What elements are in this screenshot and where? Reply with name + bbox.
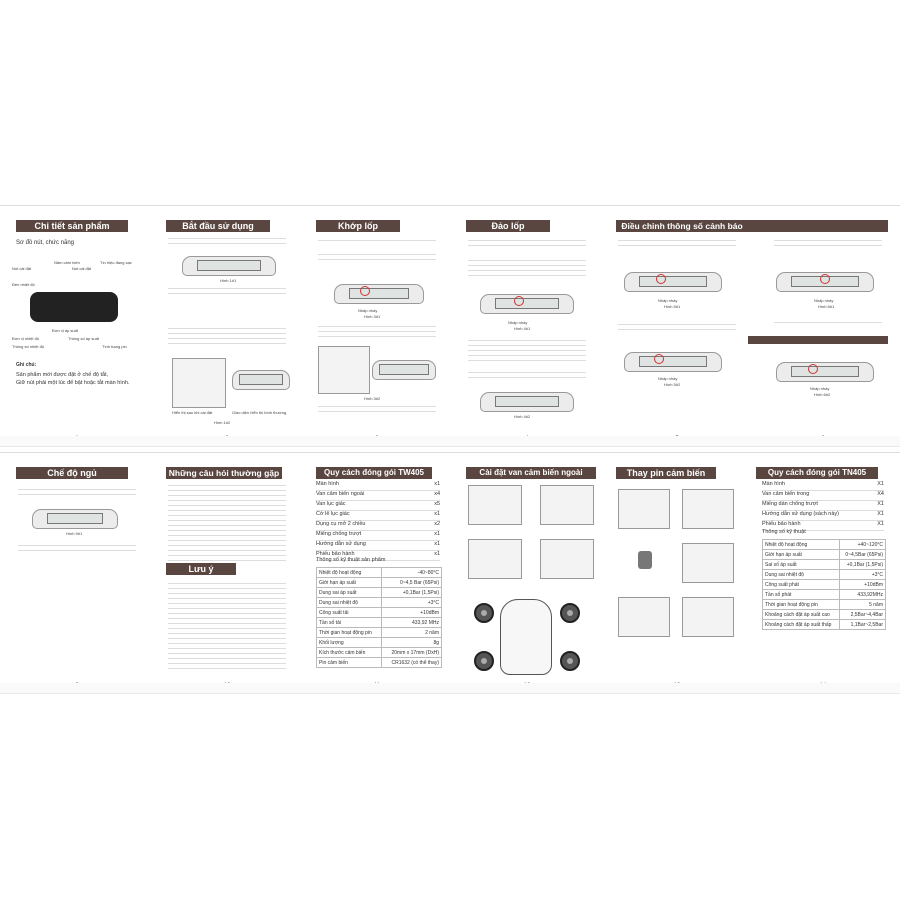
page-title: Chế độ ngủ [16,467,128,479]
car-outline-icon [500,599,552,675]
note-title: Ghi chú: [16,362,37,368]
page-6 [748,212,888,434]
instruction-text [468,236,586,250]
package-item: Hướng dẫn sử dụng (sách này) X1 [762,511,884,521]
page-title: Bắt đầu sử dụng [166,220,270,232]
spec-title: Thông số kỹ thuật sản phẩm [316,557,386,563]
figure-caption: Hình 5#2 [664,382,681,387]
page-13 [608,459,748,681]
display-unit [480,294,574,314]
spec-row: Giới hạn áp suất 0~4,5Bar (65Psi) [763,550,886,560]
step-photo [540,539,594,579]
page-14 [748,459,892,681]
title-bar-continued [748,220,888,232]
package-item: Cờ lê lục giác x1 [316,511,440,521]
tire-icon [474,603,494,623]
page-title: Đảo lốp [466,220,550,232]
blink-marker [656,274,666,284]
blink-marker [360,286,370,296]
instruction-text [168,234,286,248]
instruction-text [318,402,436,416]
page-11 [308,459,448,681]
spec-row: Dung sai nhiệt độ +3°C [317,598,442,608]
spec-row: Thời gian hoạt động pin 2 năm [317,628,442,638]
package-item: Phiếu bảo hành x1 [316,551,440,561]
spec-row: Giới hạn áp suất 0~4,5 Bar (65Psi) [317,578,442,588]
callout: Đơn vị nhiệt độ [12,336,40,341]
blink-label: Nhấp nháy [358,308,378,313]
spec-row: Khoảng cách đặt áp suất thấp 1,1Bar~2,5Bar [763,620,886,630]
package-list [316,481,440,561]
package-list [762,481,884,531]
figure-caption: Hình 9#1 [66,531,83,536]
spec-row: Công suất phát +10dBm [763,580,886,590]
callout: Thông số áp suất [68,336,99,341]
callout: Đơn vị áp suất [52,328,78,333]
callout: Năm cảm biến [54,260,80,265]
page-title: Thay pin cảm biến [616,467,716,479]
step-photo [618,597,670,637]
blink-label: Nhấp nháy [658,298,678,303]
instruction-text [168,324,286,348]
page-footer-strip [0,436,900,447]
tire-icon [474,651,494,671]
page-4 [458,212,598,434]
instruction-text [468,368,586,378]
callout: Đèn nhiệt độ [12,282,35,287]
instruction-text [618,320,736,330]
step-photo [682,597,734,637]
spec-table [316,567,442,668]
blink-marker [808,364,818,374]
page-title: Khớp lốp [316,220,400,232]
figure-caption: Hình 4#2 [514,414,531,419]
instruction-text [318,250,436,262]
callout: Nút cài đặt [12,266,32,271]
instruction-text [18,541,136,551]
figure-caption: Hình 4#1 [514,326,531,331]
tire-icon [560,651,580,671]
callout: Tín hiệu đang sạc [100,260,132,265]
page-3 [308,212,448,434]
blink-marker [654,354,664,364]
page-subtitle: Sơ đồ nút, chức năng [16,240,74,246]
spec-row: Sai số áp suất +0,1Bar (1,5Psi) [763,560,886,570]
page-title: Những câu hỏi thường gặp [166,467,282,479]
spec-row: Nhiệt độ hoạt động +40~120°C [763,540,886,550]
spec-row: Tần số tải 433,92 MHz [317,618,442,628]
manual-sheet-bottom [0,452,900,693]
sensor-icon [638,551,652,569]
step-photo [468,539,522,579]
blink-label: Nhấp nháy [810,386,830,391]
figure-caption: Hình 3#2 [364,396,381,401]
instruction-text [18,485,136,497]
spec-row: Thời gian hoạt động pin 5 năm [763,600,886,610]
page-title: Chi tiết sản phẩm [16,220,128,232]
display-unit [624,352,722,372]
spec-row: Khoảng cách đặt áp suất cao 2,5Bar~4,4Bar [763,610,886,620]
page-title: Điều chỉnh thông số cảnh báo [616,220,748,232]
instruction-text [468,336,586,362]
spec-row: Khối lượng 8g [317,638,442,648]
package-item: Van cảm biến trong X4 [762,491,884,501]
spec-row: Kích thước cảm biến 20mm x 17mm (DxH) [317,648,442,658]
instruction-text [318,322,436,340]
display-unit [232,370,290,390]
instruction-text [168,284,286,294]
instruction-text [618,236,736,250]
step-photo [682,489,734,529]
instruction-text [318,236,436,244]
callout: Nút cài đặt [72,266,92,271]
package-item: Dụng cụ mở 2 chiều x2 [316,521,440,531]
page-title: Quy cách đóng gói TW405 [316,467,432,479]
spec-title: Thông số kỹ thuật [762,529,806,535]
step-photo [618,489,670,529]
spec-row: Dung sai áp suất +0,1Bar (1,5Psi) [317,588,442,598]
device-image [30,292,118,322]
page-2 [158,212,298,434]
section-divider [748,336,888,344]
package-item: Phiếu bảo hành X1 [762,521,884,531]
instruction-text [468,256,586,276]
figure-caption: Hình 1#1 [220,278,237,283]
tire-photo [172,358,226,408]
display-unit [32,509,118,529]
figure-caption: Giao diện hiển thị bình thường [232,410,287,415]
tire-icon [560,603,580,623]
page-title: Quy cách đóng gói TN405 [756,467,878,479]
display-unit [776,362,874,382]
note-line: Giữ nút phải một lúc để bật hoặc tắt màn hình. [16,380,130,386]
callout: Thông số nhiệt độ [12,344,45,349]
package-item: Van lục giác x5 [316,501,440,511]
figure-caption: Hình 1#2 [214,420,231,425]
notes-text [168,579,286,673]
step-photo [540,485,594,525]
page-1 [8,212,148,434]
page-title: Cài đặt van cảm biến ngoài [466,467,596,479]
figure-caption: Hình 5#1 [664,304,681,309]
blink-marker [820,274,830,284]
instruction-text [774,318,882,323]
spec-row: Pin cảm biến CR1632 (có thể thay) [317,658,442,668]
section-title: Lưu ý [166,563,236,575]
display-unit [372,360,436,380]
display-unit [480,392,574,412]
figure-caption: Hình 6#2 [814,392,831,397]
step-photo [682,543,734,583]
page-10 [158,459,298,681]
manual-sheet-top [0,205,900,446]
note-line: Sản phẩm mới được đặt ở chế độ tắt, [16,372,109,378]
step-photo [468,485,522,525]
display-unit [334,284,424,304]
figure-caption: Hiển thị sau khi cài đặt [172,410,213,415]
page-9 [8,459,148,681]
blink-label: Nhấp nháy [508,320,528,325]
tire-photo [318,346,370,394]
spec-table [762,539,886,630]
figure-caption: Hình 6#1 [818,304,835,309]
faq-text [168,481,286,561]
spec-row: Dung sai nhiệt độ +3°C [763,570,886,580]
callout: Tình trạng pin [102,344,127,349]
page-12 [458,459,598,681]
spec-row: Nhiệt độ hoạt động -40~80°C [317,568,442,578]
figure-caption: Hình 3#1 [364,314,381,319]
display-unit [624,272,722,292]
spec-row: Tần số phát 433,92MHz [763,590,886,600]
blink-label: Nhấp nháy [814,298,834,303]
page-footer-strip [0,683,900,694]
page-5 [608,212,748,434]
package-item: Màn hình X1 [762,481,884,491]
instruction-text [774,236,882,250]
package-item: Miếng chống trượt x1 [316,531,440,541]
display-unit [182,256,276,276]
package-item: Miếng dán chống trượt X1 [762,501,884,511]
spec-row: Công suất tải +10dBm [317,608,442,618]
blink-label: Nhấp nháy [658,376,678,381]
blink-marker [514,296,524,306]
package-item: Màn hình x1 [316,481,440,491]
package-item: Hướng dẫn sử dụng x1 [316,541,440,551]
package-item: Van cảm biến ngoài x4 [316,491,440,501]
